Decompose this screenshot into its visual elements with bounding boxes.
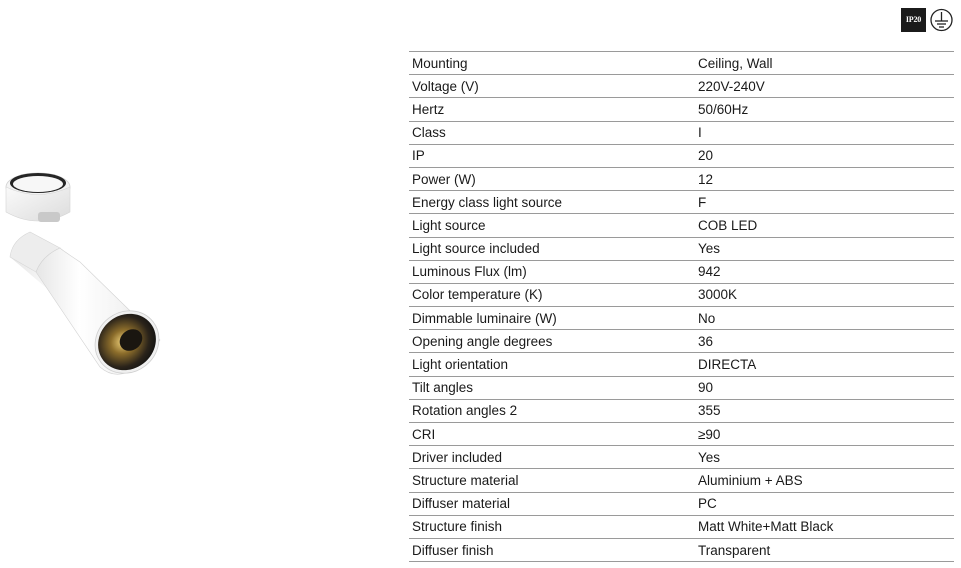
ip-rating-badge: IP20 [901, 8, 926, 32]
spec-label: Class [409, 121, 695, 144]
spec-value: Yes [695, 237, 954, 260]
spec-value: Aluminium + ABS [695, 469, 954, 492]
table-row [409, 167, 954, 190]
table-row [409, 260, 954, 283]
spec-value: F [695, 191, 954, 214]
table-row [409, 330, 954, 353]
spec-value: PC [695, 492, 954, 515]
spec-label: Mounting [409, 52, 695, 75]
spec-value: DIRECTA [695, 353, 954, 376]
spec-value: 942 [695, 260, 954, 283]
spec-label: Dimmable luminaire (W) [409, 307, 695, 330]
spec-value: 90 [695, 376, 954, 399]
spec-label: Diffuser finish [409, 538, 695, 561]
spec-value: 12 [695, 167, 954, 190]
specifications-table [409, 51, 954, 562]
table-row [409, 144, 954, 167]
table-row [409, 75, 954, 98]
spec-label: Structure finish [409, 515, 695, 538]
table-row [409, 399, 954, 422]
spec-label: Driver included [409, 446, 695, 469]
product-image [0, 150, 175, 390]
spec-label: Light orientation [409, 353, 695, 376]
spec-label: Light source included [409, 237, 695, 260]
table-row [409, 515, 954, 538]
spec-label: Luminous Flux (lm) [409, 260, 695, 283]
table-row [409, 283, 954, 306]
table-row [409, 492, 954, 515]
spec-label: Opening angle degrees [409, 330, 695, 353]
table-row [409, 469, 954, 492]
spec-value: Yes [695, 446, 954, 469]
spec-label: Diffuser material [409, 492, 695, 515]
spec-label: Rotation angles 2 [409, 399, 695, 422]
certification-badges [901, 8, 953, 34]
table-row [409, 191, 954, 214]
spec-value: 3000K [695, 283, 954, 306]
earth-ground-icon [930, 8, 953, 32]
spec-value: 50/60Hz [695, 98, 954, 121]
spec-value: 220V-240V [695, 75, 954, 98]
table-row [409, 52, 954, 75]
table-row [409, 237, 954, 260]
spec-value: No [695, 307, 954, 330]
table-row [409, 376, 954, 399]
spec-value: 36 [695, 330, 954, 353]
spec-label: Light source [409, 214, 695, 237]
table-row [409, 538, 954, 561]
table-row [409, 446, 954, 469]
spec-value: 20 [695, 144, 954, 167]
spec-value: Transparent [695, 538, 954, 561]
table-row [409, 353, 954, 376]
table-row [409, 121, 954, 144]
spec-label: Tilt angles [409, 376, 695, 399]
spec-label: Structure material [409, 469, 695, 492]
spec-value: 355 [695, 399, 954, 422]
spec-value: Ceiling, Wall [695, 52, 954, 75]
spec-label: Hertz [409, 98, 695, 121]
spec-value: I [695, 121, 954, 144]
table-row [409, 98, 954, 121]
spec-label: Energy class light source [409, 191, 695, 214]
spec-label: Power (W) [409, 167, 695, 190]
spec-value: COB LED [695, 214, 954, 237]
spec-label: Voltage (V) [409, 75, 695, 98]
spec-label: Color temperature (K) [409, 283, 695, 306]
spec-value: ≥90 [695, 423, 954, 446]
table-row [409, 214, 954, 237]
spec-label: CRI [409, 423, 695, 446]
spec-label: IP [409, 144, 695, 167]
spec-value: Matt White+Matt Black [695, 515, 954, 538]
table-row [409, 307, 954, 330]
table-row [409, 423, 954, 446]
